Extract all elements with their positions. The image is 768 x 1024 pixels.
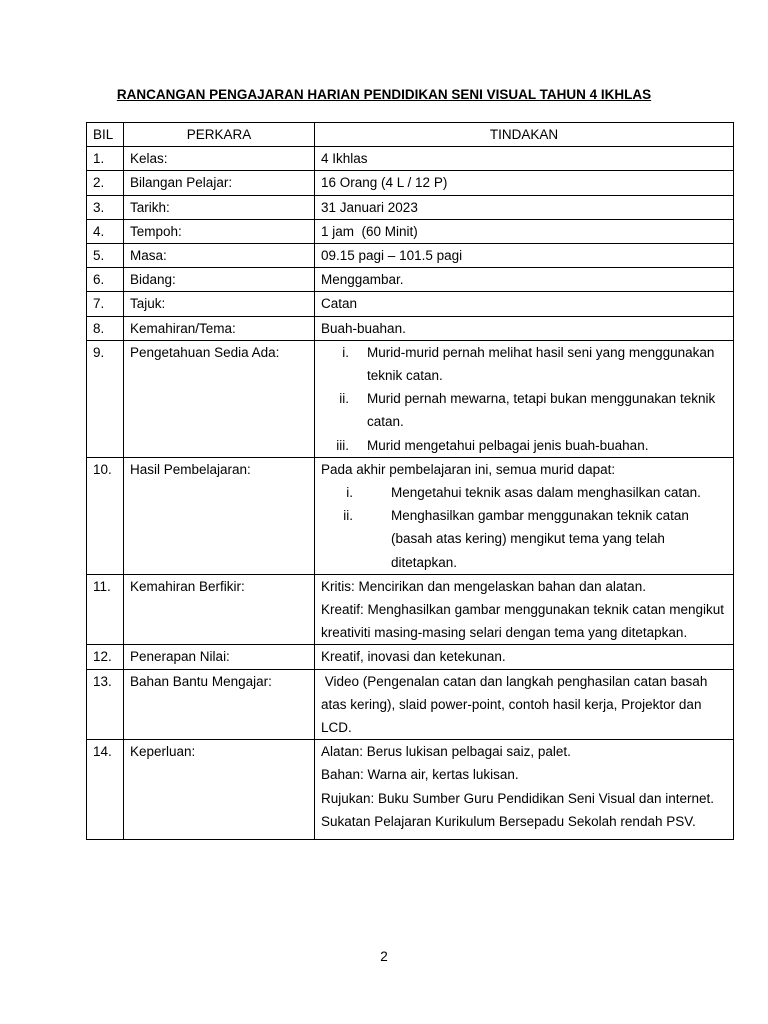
table-row [87,574,734,645]
list-item-number: ii. [339,391,349,407]
row-value [315,340,734,457]
list-item-text: Mengetahui teknik asas dalam menghasilkan catan. [391,485,701,501]
row-value: Kreatif, inovasi dan ketekunan. [315,645,734,669]
row-label: Kelas: [124,147,315,171]
table-row [87,147,734,171]
row-value: 31 Januari 2023 [315,195,734,219]
row-label: Tajuk: [124,292,315,316]
thinking-skill-critical: Kritis: Mencirikan dan mengelaskan bahan dan alatan. [321,578,646,594]
requirement-materials: Bahan: Warna air, kertas lukisan. [321,767,519,783]
row-number: 1. [87,147,124,171]
page-number: 2 [380,949,388,964]
list-item-number: i. [342,344,349,360]
row-label: Keperluan: [124,740,315,840]
row-value: Menggambar. [315,268,734,292]
table-row [87,219,734,243]
header-tindakan: TINDAKAN [315,123,734,147]
row-number: 5. [87,244,124,268]
table-row [87,340,734,457]
row-value: Buah-buahan. [315,316,734,340]
list-item [321,504,727,574]
list-item-number: iii. [336,437,349,453]
row-number: 10. [87,457,124,574]
list-item-number: ii. [343,508,353,524]
table-row [87,244,734,268]
row-number: 2. [87,171,124,195]
table-row [87,268,734,292]
list-item [321,481,727,504]
table-row [87,645,734,669]
learning-outcome-intro: Pada akhir pembelajaran ini, semua murid dapat: [321,461,616,477]
table-row [87,669,734,740]
row-label: Kemahiran Berfikir: [124,574,315,645]
table-row [87,740,734,840]
row-label: Bilangan Pelajar: [124,171,315,195]
row-number: 9. [87,340,124,457]
lesson-plan-table [86,122,734,840]
learning-outcome-list [321,481,727,574]
row-value [315,574,734,645]
header-bil: BIL [87,123,124,147]
list-item-text: Murid pernah mewarna, tetapi bukan menggunakan teknik catan. [367,391,716,430]
requirement-tools: Alatan: Berus lukisan pelbagai saiz, palet. [321,744,571,760]
row-label: Pengetahuan Sedia Ada: [124,340,315,457]
document-title [0,87,768,102]
row-label: Kemahiran/Tema: [124,316,315,340]
row-value [315,457,734,574]
row-label: Tempoh: [124,219,315,243]
row-label: Masa: [124,244,315,268]
row-number: 11. [87,574,124,645]
document-title-text: RANCANGAN PENGAJARAN HARIAN PENDIDIKAN SENI VISUAL TAHUN 4 IKHLAS [116,87,652,102]
row-number: 7. [87,292,124,316]
row-value: 4 Ikhlas [315,147,734,171]
list-item-text: Murid mengetahui pelbagai jenis buah-buahan. [367,437,649,453]
table-row [87,316,734,340]
table-row [87,292,734,316]
row-value: 16 Orang (4 L / 12 P) [315,171,734,195]
row-label: Hasil Pembelajaran: [124,457,315,574]
row-label: Tarikh: [124,195,315,219]
list-item [321,387,727,433]
row-label: Penerapan Nilai: [124,645,315,669]
list-item-text: Murid-murid pernah melihat hasil seni yang menggunakan teknik catan. [367,344,715,384]
list-item-number: i. [346,485,353,501]
table-header-row [87,123,734,147]
row-label: Bidang: [124,268,315,292]
row-value: 09.15 pagi – 101.5 pagi [315,244,734,268]
header-perkara: PERKARA [124,123,315,147]
list-item-text: Menghasilkan gambar menggunakan teknik catan (basah atas kering) mengikut tema yang telah ditetapkan. [391,508,689,570]
list-item [321,341,727,387]
list-item [321,434,727,457]
row-number: 8. [87,316,124,340]
requirement-references: Rujukan: Buku Sumber Guru Pendidikan Seni Visual dan internet. Sukatan Pelajaran Kurikulum Bersepadu Sekolah rendah PSV. [321,790,714,829]
row-number: 14. [87,740,124,840]
table-row [87,171,734,195]
row-number: 13. [87,669,124,740]
row-label: Bahan Bantu Mengajar: [124,669,315,740]
thinking-skill-creative: Kreatif: Menghasilkan gambar menggunakan teknik catan mengikut kreativiti masing-masing selari dengan tema yang ditetapkan. [321,602,724,641]
prior-knowledge-list [321,341,727,457]
row-value: Catan [315,292,734,316]
row-value: Video (Pengenalan catan dan langkah penghasilan catan basah atas kering), slaid power-point, contoh hasil kerja, Projektor dan LCD. [315,669,734,740]
row-number: 4. [87,219,124,243]
row-number: 12. [87,645,124,669]
row-number: 6. [87,268,124,292]
row-value: 1 jam (60 Minit) [315,219,734,243]
row-number: 3. [87,195,124,219]
table-row [87,195,734,219]
row-value [315,740,734,840]
table-row [87,457,734,574]
